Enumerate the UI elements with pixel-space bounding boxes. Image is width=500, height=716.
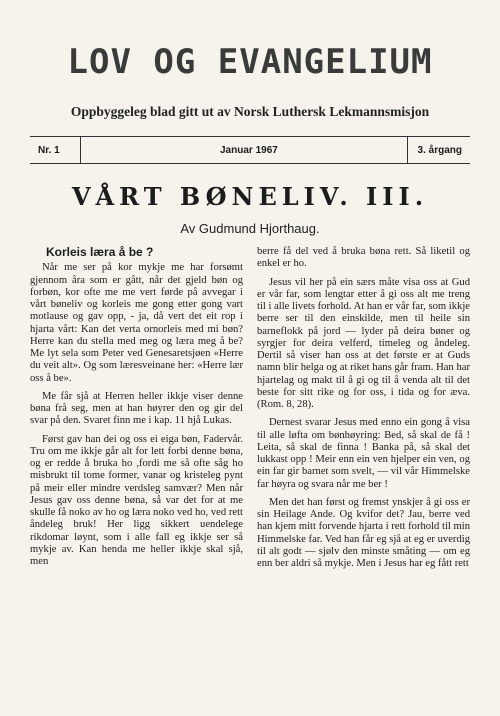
issue-number: Nr. 1 xyxy=(38,145,60,156)
paragraph: Jesus vil her på ein særs måte visa oss at Gud er vår far, som lengtar etter å gi oss alt me treng til i alle livets forhold. At han er vår far, som ikkje berre ser til den einskilde, men til heile sin barneflokk på jord — lyder på deira bøner og syrgjer for deira velferd, timeleg og åndeleg. Dertil så viser han oss at det første er at Guds namn blir helga og at riket hans går fram. Han har hjartelag og makt til å gi og til å venda alt til det beste for sitt rike og for oss, i tida og for æva. (Rom. 8, 28). xyxy=(257,276,470,410)
issue-volume: 3. årgang xyxy=(417,145,462,156)
issue-date: Januar 1967 xyxy=(220,145,278,156)
issue-divider-right xyxy=(407,137,408,163)
paragraph: Når me ser på kor mykje me har forsømt gjennom åra som er gått, når det gjeld bøn og forbøn, kor ofte me me vert førde på avvegar i vårt bøneliv og korleis me gong etter gong vart motlause og gav opp, - ja, då vert det eit rop i hjarta vårt: Kan det verta ornorleis med mi bøn? Herre kan du stella med meg og læra meg å be? Me lyt sela som Peter ved Genesaretsjøen «Herre du veit alt». Og som læresveinane her: «Herre lær oss å be». xyxy=(30,262,243,384)
paragraph: Først gav han dei og oss ei eiga bøn, Fadervår. Tru om me ikkje går alt for lett forbi denne bøna, og er redde å bruka ho ,fordi me så ofte såg ho misbrukt til tome former, vanar og kristeleg pynt på meir eller mindre verdsleg samvær? Men når Jesus gav oss denne bøna, så var det for at me skulle få noko av ho og læra noko ved ho, ved rett åndeleg bruk! Her ligg sikkert uendelege rikdomar løynt, som i alle fall eg ikkje ser så mykje av. Kan henda me heller ikkje skal sjå, men xyxy=(30,433,243,567)
article-byline: Av Gudmund Hjorthaug. xyxy=(180,221,320,236)
left-column xyxy=(30,246,243,576)
article-title: VÅRT BØNELIV. III. xyxy=(71,182,429,211)
paragraph: berre få del ved å bruka bøna rett. Så liketil og enkel er ho. xyxy=(257,246,470,270)
issue-divider-left xyxy=(80,137,81,163)
masthead-title: LOV OG EVANGELIUM xyxy=(67,42,433,82)
paragraph: Me får sjå at Herren heller ikkje viser denne bøna frå seg, men at han høyrer den og gir del svar på den. Svaret finn me i kap. 11 hjå Lukas. xyxy=(30,390,243,427)
right-column xyxy=(257,246,470,576)
issue-info-bar xyxy=(30,136,470,164)
paragraph: Men det han først og fremst ynskjer å gi oss er sin Heilage Ande. Og kvifor det? Jau, berre ved han kjem mitt forvende hjarta i rett forhold til min Himmelske far. Ved han får eg sjå at eg er uverdig til alt godt — sjølv den minste småting — om eg enn ber aldri så mykje. Men i Jesus har eg fått rett xyxy=(257,496,470,569)
article-body xyxy=(30,246,470,576)
paragraph: Dernest svarar Jesus med enno ein gong å visa til alle løfta om bønhøyring: Bed, så skal de få ! Leita, så skal de finna ! Banka på, så skal det lukkast opp ! Meir enn ein ven hjelper ein ven, og ein far gir barnet som svelt, — vil vår Himmelske far høyra og svara når me ber ! xyxy=(257,417,470,490)
section-subhead: Korleis læra å be ? xyxy=(46,245,154,259)
masthead xyxy=(30,0,470,120)
masthead-subtitle: Oppbyggeleg blad gitt ut av Norsk Luthersk Lekmannsmisjon xyxy=(70,104,430,119)
